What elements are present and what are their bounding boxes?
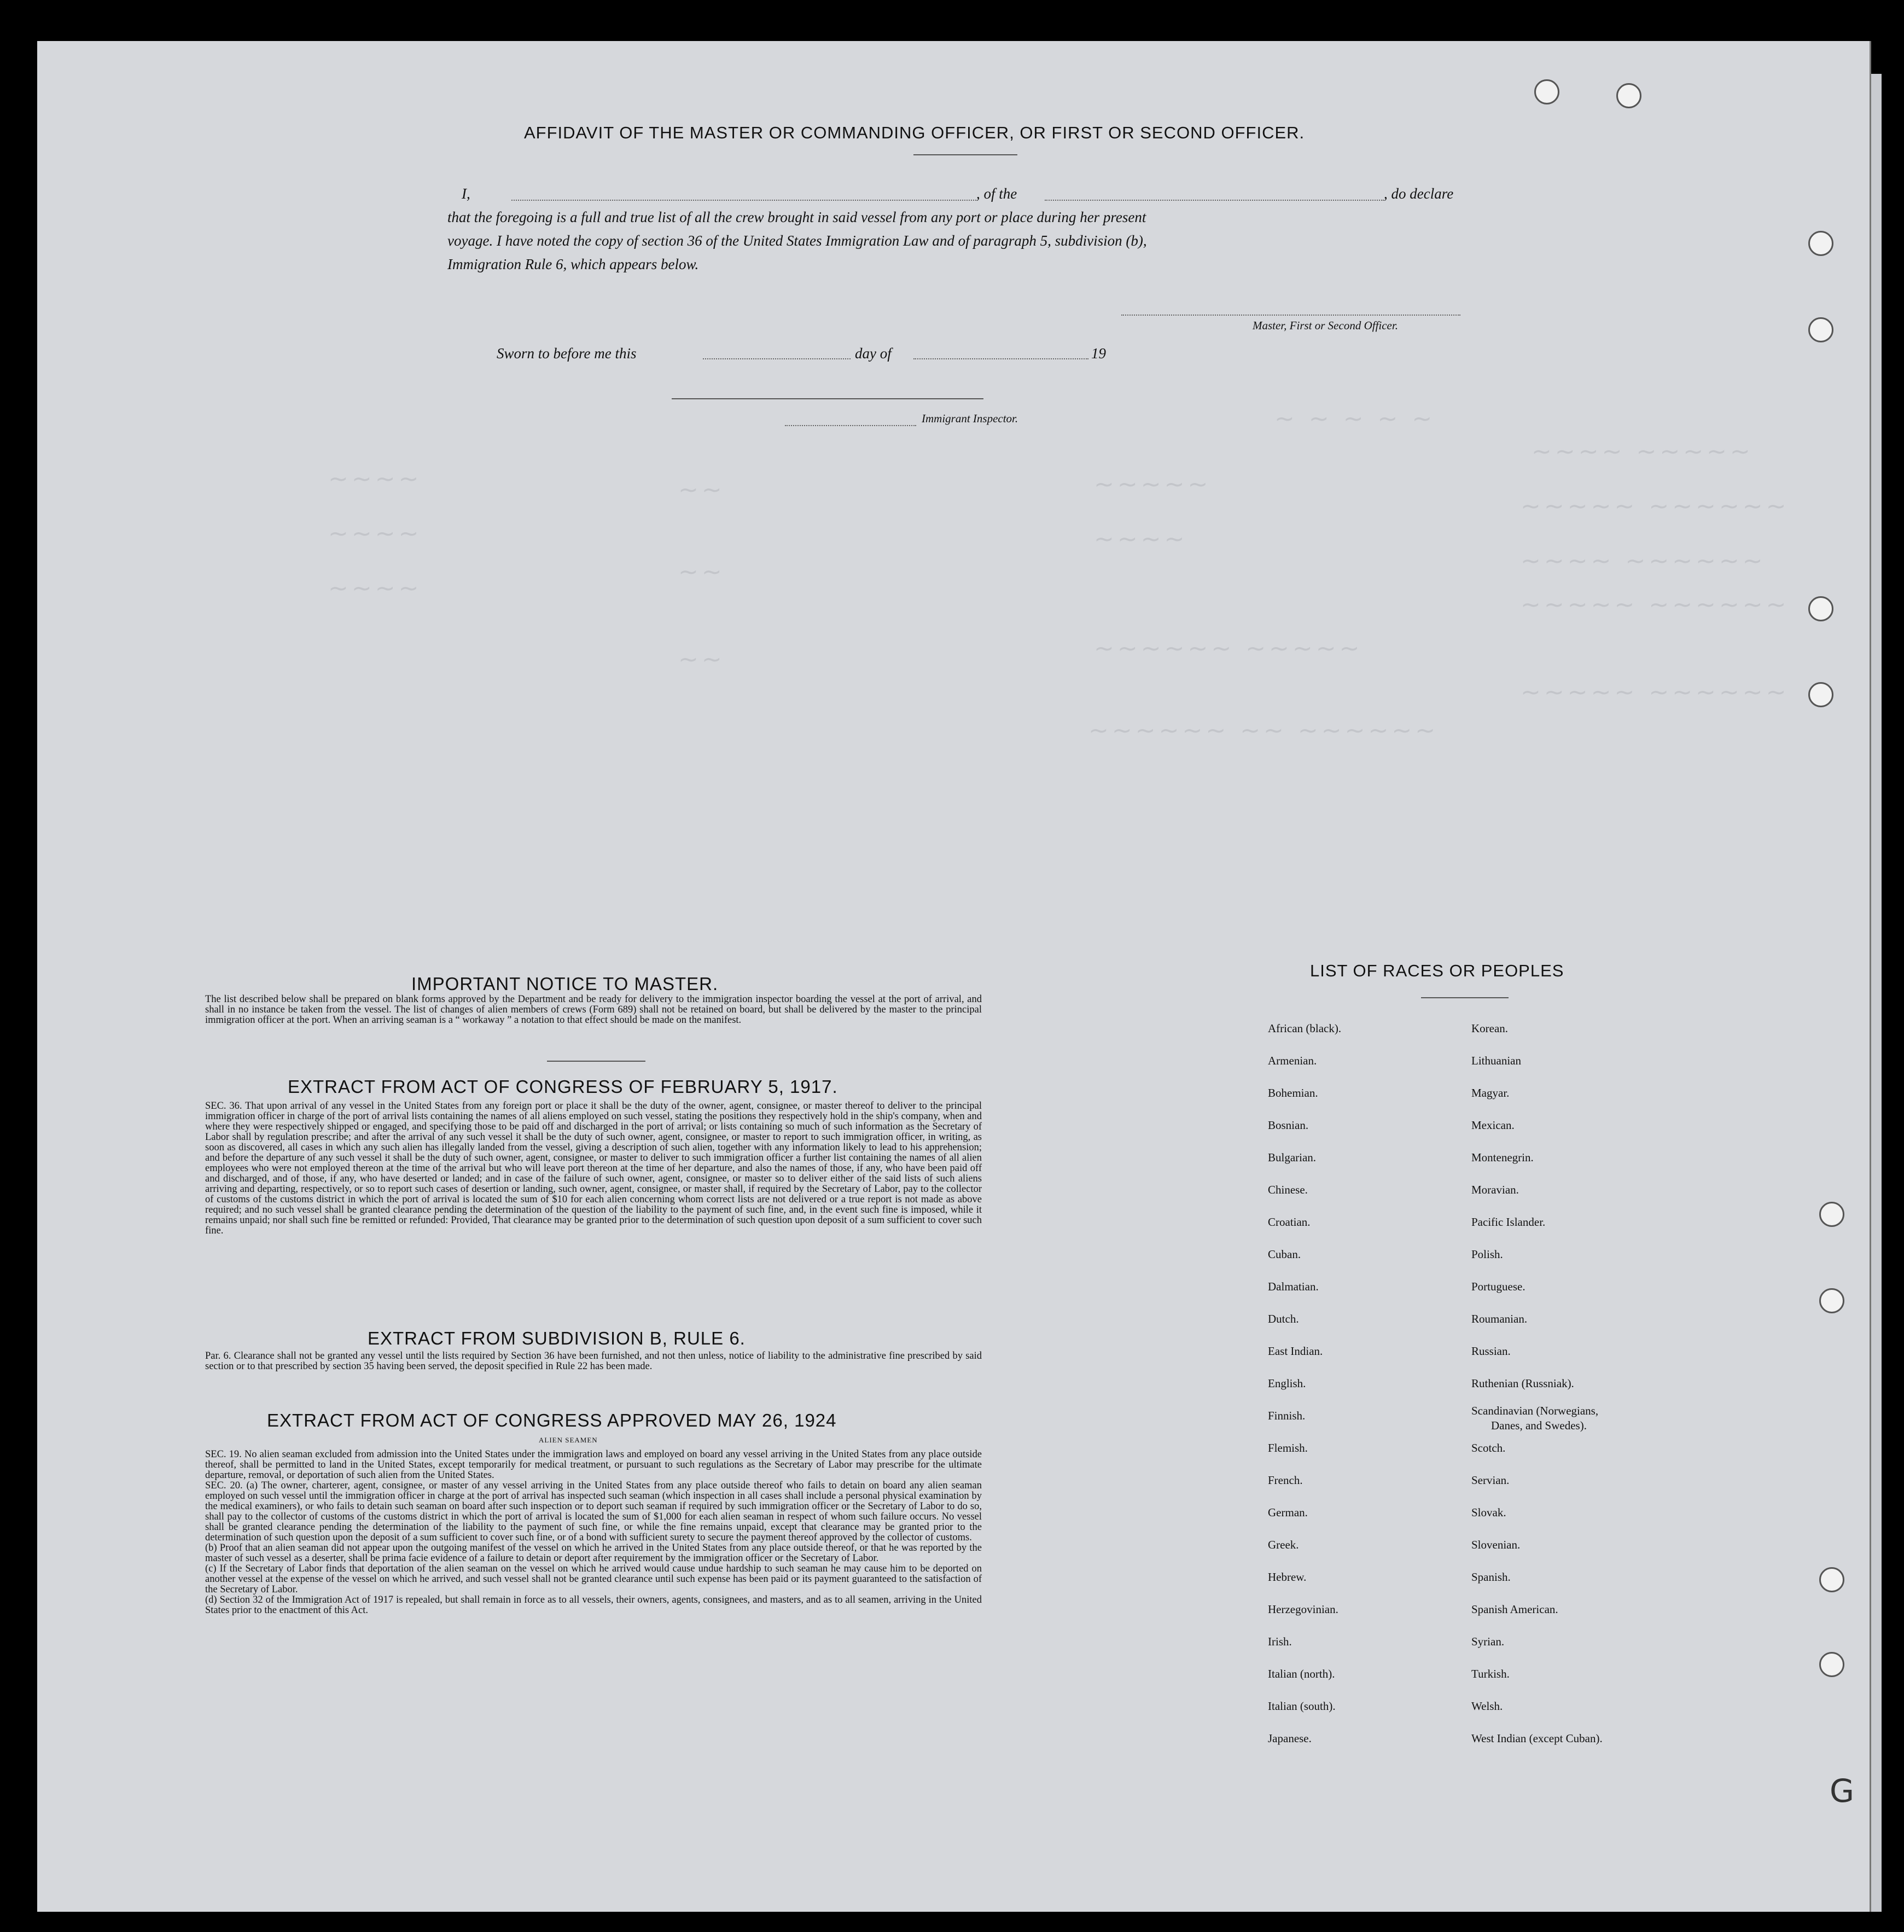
binder-hole-top-2	[1616, 83, 1641, 108]
races-title-rule	[1421, 997, 1509, 998]
race-item: Mexican.	[1471, 1119, 1515, 1132]
race-item: Spanish American.	[1471, 1603, 1558, 1616]
extract3-sec19: SEC. 19. No alien seaman excluded from admission into the United States under the immigration laws and employed on board any vessel arriving in the United States from any place outside thereof, shall be permitted to land in the United States, except temporarily for medical treatment, or pursuant to such regulations as the Secretary of Labor may prescribe for the ultimate departure, removal, or deportation of such alien from the United States.	[205, 1449, 982, 1481]
affidavit-line-1: that the foregoing is a full and true list of all the crew brought in said vessel from any port or place during her present	[447, 209, 1146, 225]
notice-title: IMPORTANT NOTICE TO MASTER.	[411, 974, 719, 994]
binder-hole-right-7	[1819, 1567, 1844, 1592]
race-item: Scotch.	[1471, 1441, 1506, 1454]
extract3-sec20d: (d) Section 32 of the Immigration Act of 1917 is repealed, but shall remain in force as to all vessels, their owners, agents, consignees, and masters, and as to all seamen, arriving in the United States prior to the enactment of this Act.	[205, 1595, 982, 1616]
race-item: Italian (north).	[1268, 1667, 1335, 1680]
race-item: Ruthenian (Russniak).	[1471, 1377, 1574, 1390]
race-item: Servian.	[1471, 1474, 1510, 1487]
affidavit-title: AFFIDAVIT OF THE MASTER OR COMMANDING OFFICER, OR FIRST OR SECOND OFFICER.	[524, 123, 1305, 142]
race-item: Slovak.	[1471, 1506, 1506, 1519]
binder-hole-right-6	[1819, 1288, 1844, 1313]
race-item: Armenian.	[1268, 1054, 1317, 1067]
race-item: Bohemian.	[1268, 1086, 1318, 1099]
race-item: English.	[1268, 1377, 1306, 1390]
race-item: Chinese.	[1268, 1183, 1308, 1196]
extract1-title: EXTRACT FROM ACT OF CONGRESS OF FEBRUARY 5, 1917.	[288, 1076, 838, 1097]
race-item: Croatian.	[1268, 1215, 1311, 1229]
extract3-sec20c: (c) If the Secretary of Labor finds that deportation of the alien seaman on the vessel on which he arrived would cause undue hardship to such seaman he may cause him to be deported on another vessel at the expense of the vessel on which he arrived, and such vessel shall not be granted clearance until such expense has been paid or its payment guaranteed to the satisfaction of the Secretary of Labor.	[205, 1563, 982, 1595]
race-item: Lithuanian	[1471, 1054, 1521, 1067]
extract2-block	[178, 1351, 982, 1372]
race-item: Syrian.	[1471, 1635, 1505, 1648]
binder-hole-right-4	[1808, 682, 1833, 707]
binder-hole-right-2	[1808, 317, 1833, 342]
declarant-name-field[interactable]	[511, 200, 976, 201]
extract1-block	[178, 1101, 982, 1236]
races-title: LIST OF RACES OR PEOPLES	[1310, 961, 1564, 980]
race-item: Greek.	[1268, 1538, 1299, 1551]
notice-body	[178, 994, 982, 1026]
notice-rule	[547, 1061, 645, 1062]
race-item: Magyar.	[1471, 1086, 1510, 1099]
race-item: Moravian.	[1471, 1183, 1519, 1196]
vessel-name-field[interactable]	[1045, 200, 1384, 201]
master-signature-field[interactable]	[1121, 315, 1460, 316]
affidavit-line-2: voyage. I have noted the copy of section 36 of the United States Immigration Law and of paragraph 5, subdivision (b),	[447, 232, 1147, 249]
affidavit-i-label: I,	[462, 185, 470, 202]
sworn-day-field[interactable]	[703, 358, 851, 359]
race-item: Japanese.	[1268, 1732, 1312, 1745]
race-item: Portuguese.	[1471, 1280, 1525, 1293]
extract2-body: Par. 6. Clearance shall not be granted any vessel until the lists required by Section 36 have been furnished, and not then unless, notice of liability to the administrative fine prescribed by said section or to that prescribed by section 35 having been served, the deposit specified in Rule 22 has been made.	[205, 1351, 982, 1372]
race-item: West Indian (except Cuban).	[1471, 1732, 1603, 1745]
race-item: German.	[1268, 1506, 1308, 1519]
race-item: East Indian.	[1268, 1345, 1323, 1358]
binder-hole-top-1	[1534, 79, 1559, 104]
race-item: Italian (south).	[1268, 1700, 1336, 1713]
extract3-sec20a: SEC. 20. (a) The owner, charterer, agent, consignee, or master of any vessel arriving in the United States from any place outside thereof who fails to detain on board any alien seaman employed on such vessel until the immigration officer in charge at the port of arrival has inspected such seaman (which inspection in all cases shall include a personal physical examination by the medical examiners), or who fails to detain such seaman on board after such inspection or to deport such seaman if required by such immigration officer or the Secretary of Labor to do so, shall pay to the collector of customs of the customs district in which the port of arrival is located the sum of $1,000 for each alien seaman in respect of whom such failure occurs. No vessel shall be granted clearance pending the determination of the liability to the payment of such fine, or while the fine remains unpaid, except that clearance may be granted prior to the determination of such question upon the deposit of a sum sufficient to cover such fine, or of a bond with sufficient surety to secure the payment thereof approved by the collector of customs.	[205, 1480, 982, 1543]
race-item: Bosnian.	[1268, 1119, 1309, 1132]
race-item: African (black).	[1268, 1022, 1342, 1035]
race-item: Irish.	[1268, 1635, 1292, 1648]
binder-hole-right-1	[1808, 231, 1833, 256]
race-item: Pacific Islander.	[1471, 1215, 1546, 1229]
extract3-sec20b: (b) Proof that an alien seaman did not appear upon the outgoing manifest of the vessel on which he arrived in the United States from any place outside thereof, or that he was reported by the master of such vessel as a deserter, shall be prima facie evidence of a failure to detain or deport after requirement by the immigration officer or the Secretary of Labor.	[205, 1543, 982, 1564]
race-item: Herzegovinian.	[1268, 1603, 1338, 1616]
race-item: Scandinavian (Norwegians,	[1471, 1404, 1599, 1417]
inspector-label: Immigrant Inspector.	[922, 412, 1018, 425]
extract3-title: EXTRACT FROM ACT OF CONGRESS APPROVED MAY 26, 1924	[267, 1410, 837, 1430]
extract1-body: SEC. 36. That upon arrival of any vessel in the United States from any foreign port or place it shall be the duty of the owner, agent, consignee, or master thereof to deliver to the principal immigration officer in charge of the port of arrival lists containing the names of all aliens employed on such vessel, stating the positions they respectively hold in the ship's company, when and where they were respectively shipped or engaged, and specifying those to be paid off and discharged in the port of arrival; or lists containing so much of such information as the Secretary of Labor shall by regulation prescribe; and after the arrival of any such vessel it shall be the duty of such owner, agent, consignee, or master to report to such immigration officer, in writing, as soon as discovered, all cases in which any such alien has illegally landed from the vessel, giving a description of such alien, together with any information likely to lead to his apprehension; and before the departure of any such vessel it shall be the duty of such owner, agent, consignee, or master to deliver to such immigration officer a further list containing the names of all alien employees who were not employed thereon at the time of the arrival but who will leave port thereon at the time of her departure, and also the names of those, if any, who have been paid off and discharged, and of those, if any, who have deserted or landed; and in case of the failure of such owner, agent, consignee, or master so to deliver either of the said lists of such aliens arriving and departing, respectively, or so to report such cases of desertion or landing, such owner, agent, consignee, or master shall, if required by the Secretary of Labor, pay to the collector of customs of the customs district in which the port of arrival is located the sum of $10 for each alien concerning whom correct lists are not delivered or a true report is not made as above required; and no such vessel shall be granted clearance pending the determination of the question of the liability to the payment of such fine, and, in the event such fine is imposed, while it remains unpaid; nor shall such fine be remitted or refunded: Provided, That clearance may be granted prior to the determination of such question upon deposit of a sum sufficient to cover such fine.	[205, 1101, 982, 1236]
affidavit-do-declare-label: , do declare	[1384, 185, 1454, 202]
race-item: Korean.	[1471, 1022, 1509, 1035]
race-item: Spanish.	[1471, 1570, 1511, 1584]
document-page	[37, 41, 1871, 1912]
race-item: Dalmatian.	[1268, 1280, 1319, 1293]
extract3-subtitle: ALIEN SEAMEN	[539, 1436, 598, 1444]
extract2-title: EXTRACT FROM SUBDIVISION B, RULE 6.	[368, 1328, 746, 1348]
race-item: Slovenian.	[1471, 1538, 1521, 1551]
inspector-signature-field[interactable]	[785, 425, 916, 426]
race-item: Polish.	[1471, 1248, 1503, 1261]
race-item: French.	[1268, 1474, 1303, 1487]
affidavit-title-rule	[913, 154, 1017, 155]
inspector-rule	[672, 398, 983, 399]
race-item-continuation: Danes, and Swedes).	[1491, 1419, 1587, 1432]
margin-page-mark: G	[1830, 1772, 1854, 1809]
master-signature-label: Master, First or Second Officer.	[1253, 319, 1398, 332]
notice-body-text: The list described below shall be prepared on blank forms approved by the Department and be ready for delivery to the immigration inspector boarding the vessel at the port of arrival, and shall in no instance be taken from the vessel. The list of changes of alien members of crews (Form 689) shall not be retained on board, but shall be delivered by the master to the principal immigration officer at the port. When an arriving seaman is a “ workaway ” a notation to that effect should be made on the manifest.	[205, 994, 982, 1026]
sworn-month-field[interactable]	[913, 358, 1088, 359]
year-label: 19	[1091, 345, 1106, 362]
race-item: Finnish.	[1268, 1409, 1306, 1422]
race-item: Dutch.	[1268, 1312, 1299, 1325]
race-item: Turkish.	[1471, 1667, 1510, 1680]
affidavit-line-3: Immigration Rule 6, which appears below.	[447, 256, 699, 272]
extract3-block	[178, 1450, 982, 1616]
race-item: Roumanian.	[1471, 1312, 1528, 1325]
affidavit-of-the-label: , of the	[976, 185, 1017, 202]
race-item: Welsh.	[1471, 1700, 1503, 1713]
race-item: Flemish.	[1268, 1441, 1308, 1454]
race-item: Cuban.	[1268, 1248, 1301, 1261]
binder-hole-right-3	[1808, 596, 1833, 621]
race-item: Montenegrin.	[1471, 1151, 1534, 1164]
day-of-label: day of	[855, 345, 892, 362]
binder-hole-right-8	[1819, 1652, 1844, 1677]
race-item: Hebrew.	[1268, 1570, 1307, 1584]
race-item: Bulgarian.	[1268, 1151, 1317, 1164]
binder-hole-right-5	[1819, 1202, 1844, 1227]
race-item: Russian.	[1471, 1345, 1511, 1358]
sworn-label: Sworn to before me this	[497, 345, 637, 362]
